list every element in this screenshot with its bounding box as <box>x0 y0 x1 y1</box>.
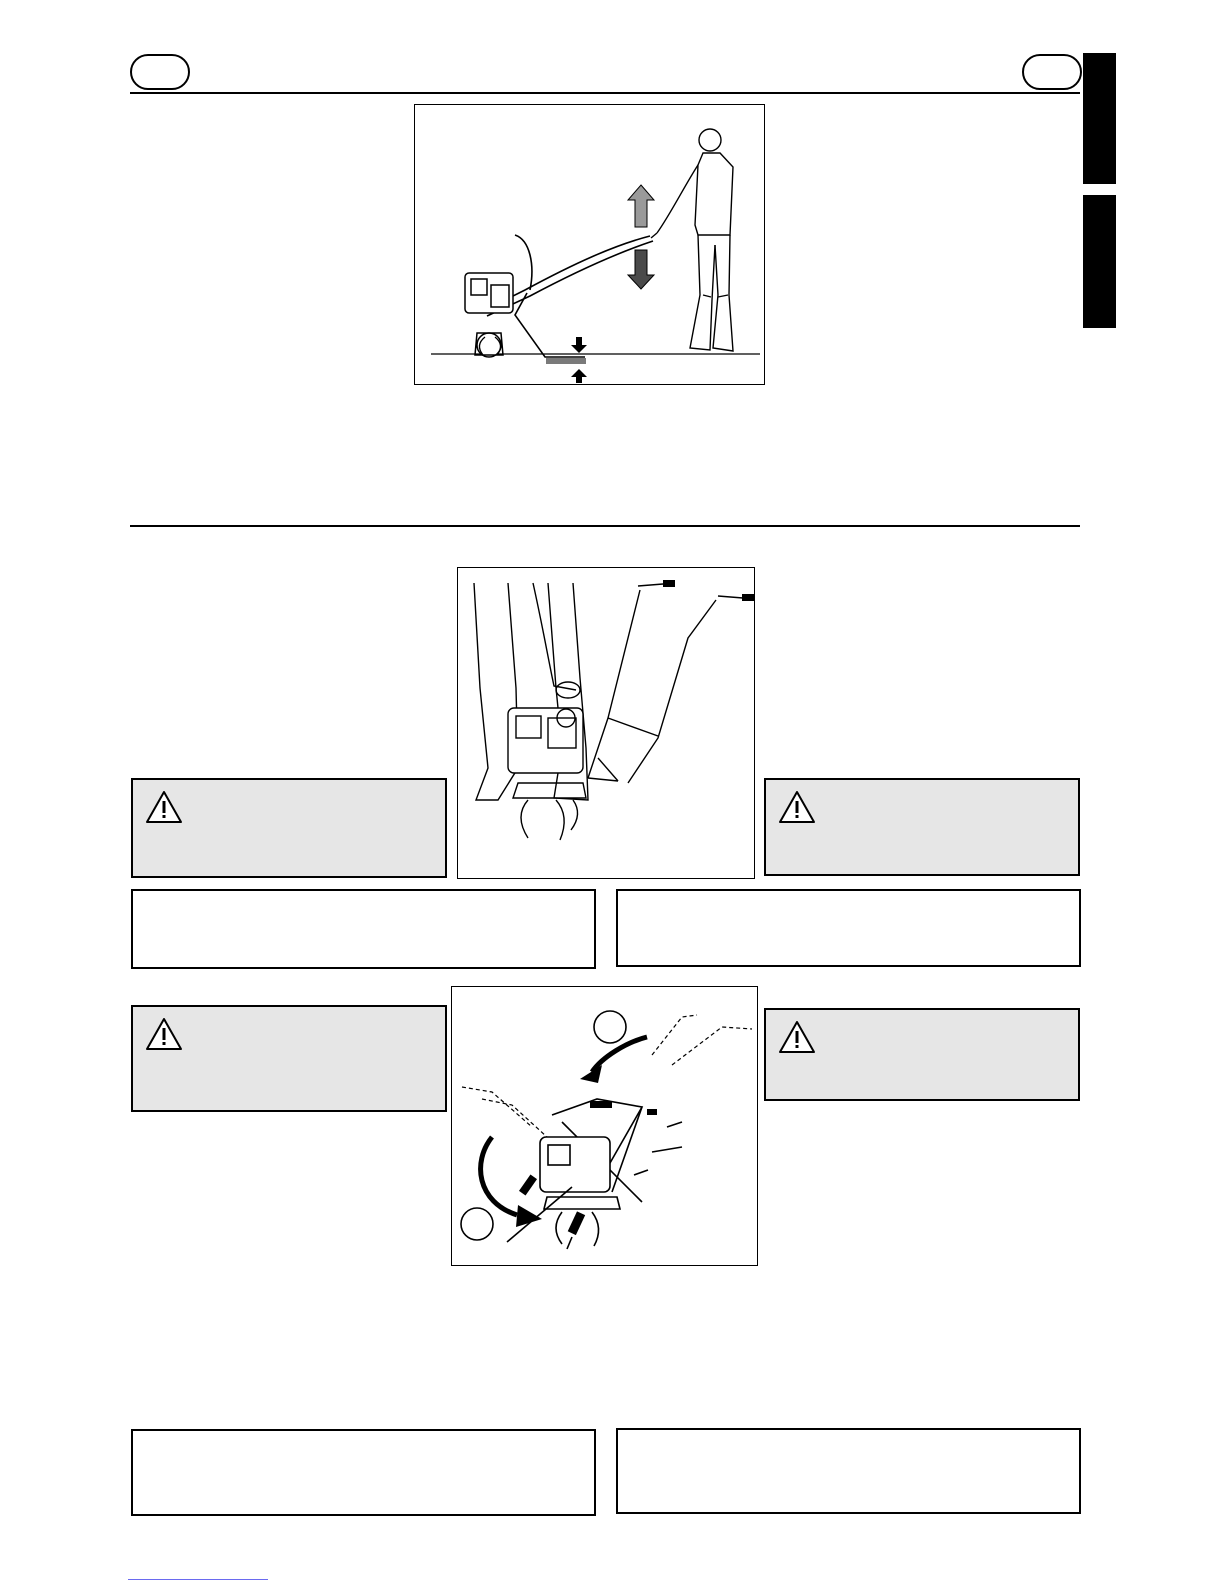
side-tab-secondary <box>1083 195 1116 328</box>
note-box-left-2 <box>131 1429 596 1516</box>
header-rule <box>130 92 1080 94</box>
figure-operator-tiller <box>414 104 765 385</box>
note-box-left-1 <box>131 889 596 969</box>
operator-with-tiller-illustration <box>415 105 766 386</box>
note-box-right-1 <box>616 889 1081 967</box>
figure-operator-starting <box>457 567 755 879</box>
warning-triangle-icon <box>778 1020 816 1054</box>
section-rule <box>130 525 1080 527</box>
warning-triangle-icon <box>145 1017 183 1051</box>
header-left-marker <box>130 54 190 90</box>
side-tab-primary <box>1083 53 1116 184</box>
warning-triangle-icon <box>145 790 183 824</box>
warning-triangle-icon <box>778 790 816 824</box>
warning-box-left-1 <box>131 778 447 878</box>
figure-folding-handlebar <box>451 986 758 1266</box>
warning-box-right-2 <box>764 1008 1080 1101</box>
warning-box-right-1 <box>764 778 1080 876</box>
note-box-right-2 <box>616 1428 1081 1514</box>
operator-starting-tiller-illustration <box>458 568 756 880</box>
folding-handlebar-illustration <box>452 987 759 1267</box>
header-right-marker <box>1022 54 1082 90</box>
footer-mark <box>128 1579 268 1580</box>
warning-box-left-2 <box>131 1005 447 1112</box>
